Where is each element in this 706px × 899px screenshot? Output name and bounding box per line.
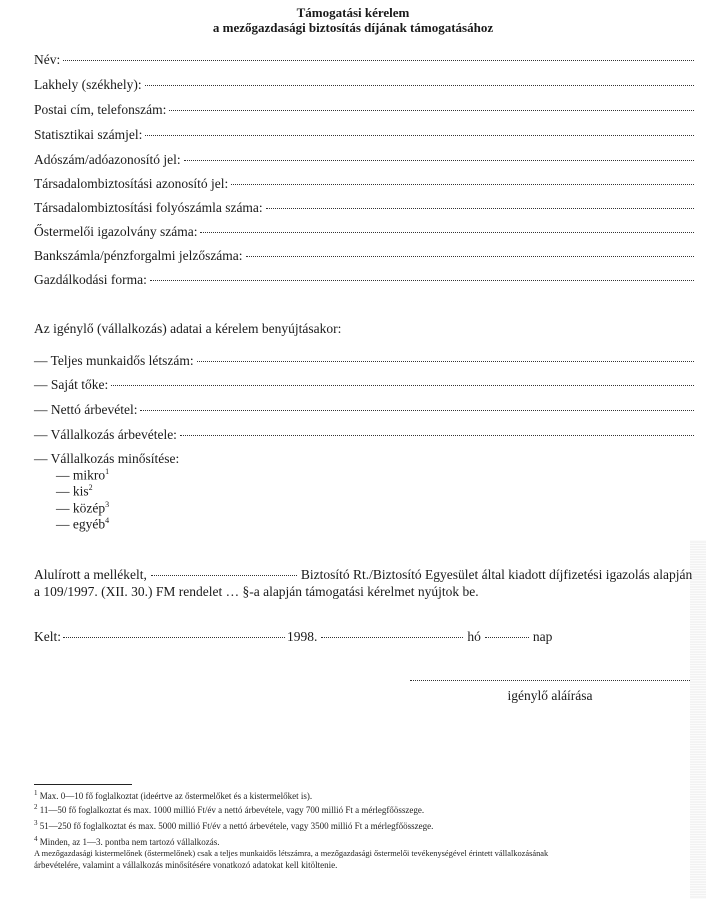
- insurer-fill-line[interactable]: [151, 575, 297, 576]
- fill-line[interactable]: [169, 110, 694, 111]
- footnote-text: Minden, az 1—3. pontba nem tartozó vállalkozás.: [39, 837, 220, 847]
- footnote-rule: [34, 784, 132, 785]
- option-kis[interactable]: [56, 483, 93, 500]
- footnote-number: 2: [34, 803, 38, 811]
- option-label: — közép: [56, 500, 106, 516]
- field-label: Adószám/adóazonosító jel:: [34, 152, 181, 167]
- field-label: Bankszámla/pénzforgalmi jelzőszáma:: [34, 248, 243, 263]
- field-label: Postai cím, telefonszám:: [34, 102, 167, 117]
- field-adoszam[interactable]: [34, 152, 694, 168]
- footnote-number: 3: [34, 819, 38, 827]
- footnote-ref: 3: [105, 500, 110, 509]
- fill-line[interactable]: [246, 256, 694, 257]
- field-label: — Teljes munkaidős létszám:: [34, 353, 194, 368]
- fill-line[interactable]: [63, 60, 694, 61]
- fill-line[interactable]: [145, 85, 694, 86]
- form-title: Támogatási kérelem: [296, 5, 410, 20]
- field-lakhely[interactable]: [34, 77, 694, 93]
- field-nev[interactable]: [34, 52, 694, 68]
- day-label: nap: [532, 629, 553, 644]
- declaration: [34, 566, 706, 600]
- date-line: [34, 629, 552, 645]
- fill-line[interactable]: [197, 361, 694, 362]
- fill-line[interactable]: [266, 208, 694, 209]
- classification-label: — Vállalkozás minősítése:: [34, 451, 180, 466]
- fill-line[interactable]: [184, 160, 694, 161]
- option-label: — mikro: [56, 467, 106, 483]
- field-label: — Vállalkozás árbevétele:: [34, 427, 177, 442]
- field-label: Név:: [34, 52, 61, 67]
- option-egyeb[interactable]: [56, 516, 109, 533]
- field-label: Társadalombiztosítási folyószámla száma:: [34, 200, 263, 215]
- field-postai-cim[interactable]: [34, 102, 694, 118]
- signature-label: igénylő aláírása: [507, 688, 593, 703]
- footnote-4: [34, 834, 219, 848]
- footnote-note-line2: árbevételére, valamint a vállalkozás minősítésére vonatkozó adatokat kell kitöltenie.: [34, 860, 338, 870]
- declaration-part1: Alulírott a mellékelt,: [34, 567, 147, 582]
- option-label: — egyéb: [56, 516, 106, 532]
- field-label: — Saját tőke:: [34, 377, 109, 392]
- option-kozep[interactable]: [56, 500, 109, 517]
- day-fill-line[interactable]: [485, 637, 529, 638]
- fill-line[interactable]: [150, 280, 694, 281]
- footnote-note-line1: A mezőgazdasági kistermelőnek (őstermelőnek) csak a teljes munkaidős létszámra, a mezőgazdasági őstermelői tevékenységével érintett vállalkozásának: [34, 849, 549, 858]
- footnote-1: [34, 788, 312, 802]
- field-netto-arbevetel[interactable]: [34, 402, 694, 418]
- field-ostermeloi-igazolvany[interactable]: [34, 224, 694, 240]
- fill-line[interactable]: [231, 184, 694, 185]
- year-label: 1998.: [287, 629, 318, 644]
- field-label: Lakhely (székhely):: [34, 77, 142, 92]
- field-bankszamla[interactable]: [34, 248, 694, 264]
- fill-line[interactable]: [111, 385, 694, 386]
- footnote-3: [34, 818, 433, 832]
- footnote-ref: 1: [105, 467, 110, 476]
- fill-line[interactable]: [180, 435, 694, 436]
- declaration-line2: a 109/1997. (XII. 30.) FM rendelet … §-a alapján támogatási kérelmet nyújtok be.: [34, 584, 479, 599]
- month-label: hó: [467, 629, 481, 644]
- place-fill-line[interactable]: [63, 637, 285, 638]
- field-gazdalkodasi-forma[interactable]: [34, 272, 694, 288]
- footnote-number: 4: [34, 835, 38, 843]
- option-label: — kis: [56, 483, 89, 499]
- option-mikro[interactable]: [56, 467, 109, 484]
- declaration-part2: Biztosító Rt./Biztosító Egyesület által kiadott díjfizetési igazolás alapján: [300, 567, 693, 582]
- signature-line[interactable]: [410, 680, 690, 681]
- field-vallalkozas-arbevetele[interactable]: [34, 427, 694, 443]
- field-label: Gazdálkodási forma:: [34, 272, 147, 287]
- fill-line[interactable]: [140, 410, 694, 411]
- footnote-number: 1: [34, 789, 38, 797]
- footnote-text: 11—50 fő foglalkoztat és max. 1000 millió Ft/év a nettó árbevétele, vagy 700 millió Ft a mérlegfőösszege.: [39, 805, 425, 815]
- field-letszam[interactable]: [34, 353, 694, 369]
- footnote-text: Max. 0—10 fő foglalkoztat (ideértve az őstermelőket és a kistermelőket is).: [39, 791, 313, 801]
- footnote-ref: 4: [105, 516, 110, 525]
- kelt-label: Kelt:: [34, 629, 61, 644]
- footnote-text: 51—250 fő foglalkoztat és max. 5000 millió Ft/év a nettó árbevétele, vagy 3500 millió Ft a mérlegfőösszege.: [39, 821, 434, 831]
- field-taj[interactable]: [34, 176, 694, 192]
- field-sajat-toke[interactable]: [34, 377, 694, 393]
- footnote-ref: 2: [88, 483, 93, 492]
- company-section-intro: Az igénylő (vállalkozás) adatai a kérelem benyújtásakor:: [34, 321, 342, 336]
- form-subtitle: a mezőgazdasági biztosítás díjának támogatásához: [212, 20, 494, 35]
- field-label: Őstermelői igazolvány száma:: [34, 224, 198, 239]
- field-label: Statisztikai számjel:: [34, 127, 143, 142]
- field-label: — Nettó árbevétel:: [34, 402, 138, 417]
- fill-line[interactable]: [200, 232, 694, 233]
- month-fill-line[interactable]: [321, 637, 463, 638]
- footnote-2: [34, 802, 424, 816]
- field-tb-folyoszamla[interactable]: [34, 200, 694, 216]
- field-label: Társadalombiztosítási azonosító jel:: [34, 176, 229, 191]
- fill-line[interactable]: [145, 135, 694, 136]
- field-statisztikai-szamjel[interactable]: [34, 127, 694, 143]
